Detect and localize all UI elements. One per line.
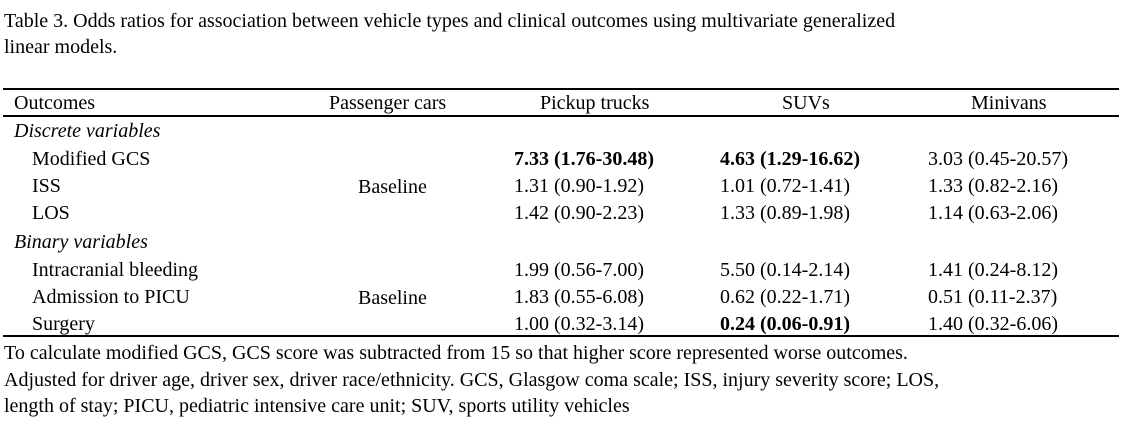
row-outcome: Modified GCS: [32, 148, 151, 170]
row-outcome: Intracranial bleeding: [32, 259, 199, 281]
cell-pickup: 1.00 (0.32-3.14): [514, 313, 644, 335]
table-header-rule: [3, 115, 1119, 117]
cell-pickup: 7.33 (1.76-30.48): [514, 148, 654, 170]
header-outcomes: Outcomes: [14, 92, 96, 114]
baseline-label: Baseline: [358, 176, 427, 198]
table-footnote: [4, 340, 1118, 420]
cell-pickup: 1.99 (0.56-7.00): [514, 259, 644, 281]
row-outcome: LOS: [32, 202, 70, 224]
cell-pickup: 1.31 (0.90-1.92): [514, 175, 644, 197]
cell-suv: 1.01 (0.72-1.41): [720, 175, 850, 197]
header-pickup-trucks: Pickup trucks: [540, 92, 650, 114]
header-suvs: SUVs: [782, 92, 830, 114]
cell-suv: 1.33 (0.89-1.98): [720, 202, 850, 224]
cell-minivan: 3.03 (0.45-20.57): [928, 148, 1068, 170]
footnote-line-1: To calculate modified GCS, GCS score was subtracted from 15 so that higher score represented worse outcomes.: [4, 342, 908, 364]
cell-suv: 0.24 (0.06-0.91): [720, 313, 850, 335]
cell-suv: 0.62 (0.22-1.71): [720, 286, 850, 308]
row-outcome: Surgery: [32, 313, 95, 335]
footnote-line-2: Adjusted for driver age, driver sex, driver race/ethnicity. GCS, Glasgow coma scale; ISS, injury severity score; LOS,: [4, 368, 940, 391]
header-minivans: Minivans: [971, 92, 1047, 114]
cell-pickup: 1.42 (0.90-2.23): [514, 202, 644, 224]
row-outcome: ISS: [32, 175, 61, 197]
section-title: Binary variables: [14, 231, 148, 253]
cell-minivan: 1.33 (0.82-2.16): [928, 175, 1058, 197]
cell-minivan: 0.51 (0.11-2.37): [928, 286, 1058, 308]
cell-minivan: 1.40 (0.32-6.06): [928, 313, 1058, 335]
row-outcome: Admission to PICU: [32, 286, 190, 308]
cell-minivan: 1.41 (0.24-8.12): [928, 259, 1058, 281]
section-title: Discrete variables: [14, 120, 161, 142]
header-passenger-cars: Passenger cars: [329, 92, 447, 114]
table-top-rule: [3, 88, 1119, 90]
cell-suv: 5.50 (0.14-2.14): [720, 259, 850, 281]
cell-minivan: 1.14 (0.63-2.06): [928, 202, 1058, 224]
caption-line-1: Table 3. Odds ratios for association between vehicle types and clinical outcomes using multivariate generalized: [4, 10, 896, 32]
footnote-line-3: length of stay; PICU, pediatric intensive care unit; SUV, sports utility vehicles: [4, 395, 630, 417]
cell-suv: 4.63 (1.29-16.62): [720, 148, 860, 170]
table-caption: [4, 8, 1114, 60]
baseline-label: Baseline: [358, 287, 427, 309]
caption-line-2: linear models.: [4, 36, 118, 58]
table-bottom-rule: [3, 335, 1119, 337]
cell-pickup: 1.83 (0.55-6.08): [514, 286, 644, 308]
